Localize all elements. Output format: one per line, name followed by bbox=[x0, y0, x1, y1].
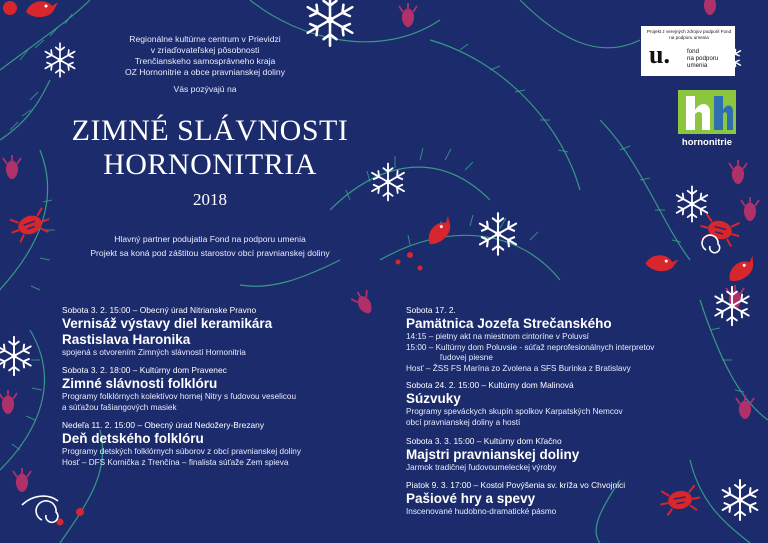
event-description: 14:15 – pietny akt na miestnom cintoríne v Poluvsí bbox=[406, 332, 589, 341]
title-line-2: HORNONITRIA bbox=[103, 148, 317, 181]
event-date: Sobota 3. 2. 18:00 – Kultúrny dom Pravenec bbox=[62, 365, 227, 375]
event-description: a súťažou fašiangových masiek bbox=[62, 402, 177, 412]
event-title: Pamätnica Jozefa Strečanského bbox=[406, 316, 612, 331]
hornonitrie-logo-mark bbox=[678, 90, 736, 134]
organizer-line: Regionálne kultúrne centrum v Prievidzi bbox=[129, 34, 281, 44]
festival-title bbox=[20, 114, 400, 182]
hn-icon bbox=[678, 90, 736, 134]
event-title: Majstri pravnianskej doliny bbox=[406, 447, 580, 462]
event-vernisaz bbox=[62, 305, 272, 359]
partner-line: Hlavný partner podujatia Fond na podporu umenia bbox=[114, 234, 306, 244]
event-majstri bbox=[406, 436, 579, 474]
festival-year: 2018 bbox=[193, 190, 227, 209]
hornonitrie-caption: hornonitrie bbox=[681, 137, 733, 148]
fond-na-podporu-umenia-logo bbox=[641, 26, 735, 76]
event-description: obcí pravnianskej doliny a hostí bbox=[406, 417, 521, 427]
event-title: Deň detského folklóru bbox=[62, 431, 204, 446]
logo-letter: u. bbox=[649, 40, 670, 69]
event-description: Hosť – ŽSS FS Marína zo Zvolena a SFS Burinka z Bratislavy bbox=[406, 363, 631, 373]
event-title: Rastislava Haronika bbox=[62, 332, 191, 347]
logo-name-line: umenia bbox=[687, 62, 708, 69]
logo-name bbox=[687, 48, 718, 69]
event-description: spojená s otvorením Zimných slávností Hornonitria bbox=[62, 348, 246, 357]
event-date: Piatok 9. 3. 17:00 – Kostol Povýšenia sv. kríža vo Chvojnici bbox=[406, 480, 626, 490]
patronage-line: Projekt sa koná pod záštitou starostov obcí pravnianskej doliny bbox=[90, 248, 330, 258]
invitation-text: Vás pozývajú na bbox=[173, 84, 237, 94]
event-title: Pašiové hry a spevy bbox=[406, 491, 536, 506]
event-date: Sobota 3. 3. 15:00 – Kultúrny dom Kľačno bbox=[406, 436, 562, 446]
hornonitrie-logo bbox=[678, 90, 736, 148]
logo-support-text: Projekt z verejných zdrojov podporil Fond na podporu umenia bbox=[646, 29, 732, 40]
event-suzvuky bbox=[406, 380, 623, 428]
event-date: Sobota 3. 2. 15:00 – Obecný úrad Nitrianske Pravno bbox=[62, 305, 257, 315]
event-title: Vernisáž výstavy diel keramikára bbox=[62, 316, 273, 331]
event-date: Sobota 17. 2. bbox=[406, 305, 456, 315]
event-description: Programy speváckych skupín spolkov Karpatských Nemcov bbox=[406, 407, 623, 416]
event-pasiove-hry bbox=[406, 480, 625, 518]
event-description: Hosť – DFS Kornička z Trenčína – finalista súťaže Zem spieva bbox=[62, 457, 289, 467]
event-description: Inscenované hudobno-dramatické pásmo bbox=[406, 507, 557, 516]
title-line-1: ZIMNÉ SLÁVNOSTI bbox=[71, 114, 349, 147]
event-description: 15:00 – Kultúrny dom Poluvsie - súťaž neprofesionálnych interpretov bbox=[406, 342, 655, 352]
event-description: Jarmok tradičnej ľudovoumeleckej výroby bbox=[406, 463, 557, 472]
logo-name-line: na podporu bbox=[687, 55, 719, 62]
event-title: Súzvuky bbox=[406, 391, 461, 406]
partner-info bbox=[40, 232, 380, 260]
organizer-line: OZ Hornonitrie a obce pravnianskej doliny bbox=[124, 67, 286, 77]
event-description: Programy folklórnych kolektívov hornej Nitry s ľudovou veselicou bbox=[62, 392, 297, 401]
event-description: Programy detských folklórnych súborov z obcí pravnianskej doliny bbox=[62, 447, 301, 456]
event-title: Zimné slávnosti folklóru bbox=[62, 376, 218, 391]
organizers-intro bbox=[100, 34, 310, 95]
event-den-detskeho-folkloru bbox=[62, 420, 301, 468]
organizer-line: Trenčianskeho samosprávneho kraja bbox=[134, 56, 276, 66]
event-pamatnica bbox=[406, 305, 654, 374]
event-date: Sobota 24. 2. 15:00 – Kultúrny dom Malinová bbox=[406, 380, 574, 390]
event-zimne-slavnosti-folkloru bbox=[62, 365, 296, 413]
logo-name-line: fond bbox=[687, 48, 700, 55]
event-description: ľudovej piesne bbox=[440, 353, 493, 362]
event-date: Nedeľa 11. 2. 15:00 – Obecný úrad Nedožery-Brezany bbox=[62, 420, 265, 430]
organizer-line: v zriaďovateľskej pôsobnosti bbox=[150, 45, 260, 55]
